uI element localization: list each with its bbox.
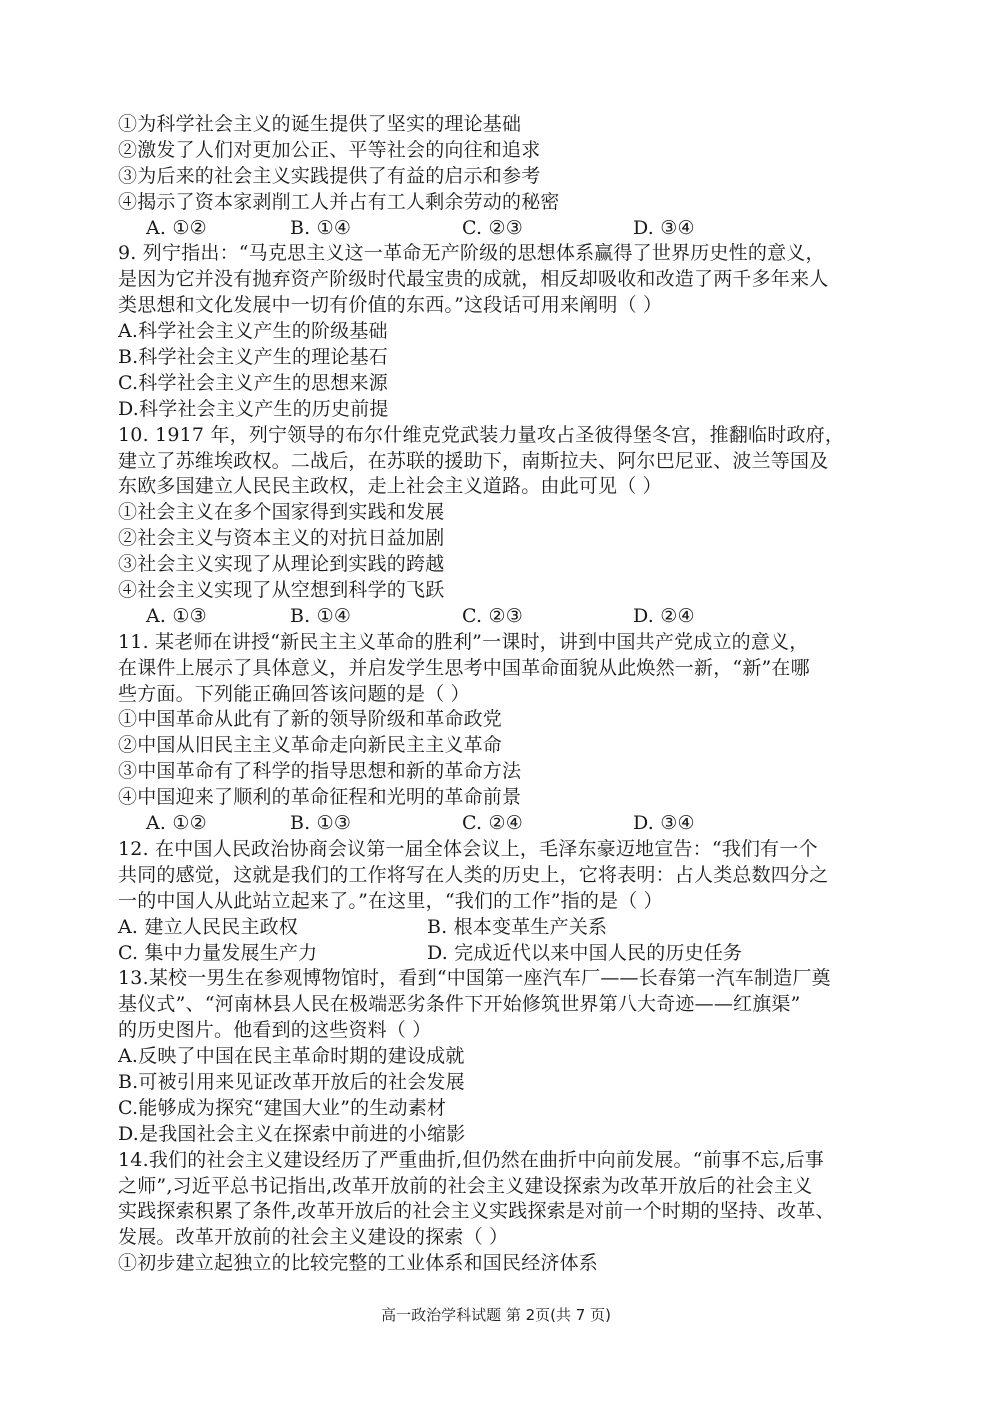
option-a: A.反映了中国在民主革命时期的建设成就 xyxy=(118,1045,465,1068)
option-b: B.科学社会主义产生的理论基石 xyxy=(118,346,389,369)
question-item: ①初步建立起独立的比较完整的工业体系和国民经济体系 xyxy=(118,1252,599,1275)
question-item: ②激发了人们对更加公正、平等社会的向往和追求 xyxy=(118,138,541,161)
question-stem: 共同的感觉，这就是我们的工作将写在人类的历史上，它将表明：占人类总数四分之 xyxy=(118,863,829,886)
question-stem: 14.我们的社会主义建设经历了严重曲折,但仍然在曲折中向前发展。“前事不忘,后事 xyxy=(118,1148,825,1171)
answer-options xyxy=(118,604,878,630)
question-item: ④社会主义实现了从空想到科学的飞跃 xyxy=(118,579,445,602)
question-stem: 实践探索积累了条件,改革开放后的社会主义实践探索是对前一个时期的坚持、改革、 xyxy=(118,1200,835,1223)
question-stem: 11. 某老师在讲授“新民主主义革命的胜利”一课时，讲到中国共产党成立的意义， xyxy=(118,630,809,653)
option-b: B.可被引用来见证改革开放后的社会发展 xyxy=(118,1070,465,1093)
question-stem: 些方面。下列能正确回答该问题的是（ ） xyxy=(118,682,470,705)
question-stem: 建立了苏维埃政权。二战后，在苏联的援助下，南斯拉夫、阿尔巴尼亚、波兰等国及 xyxy=(118,449,829,472)
answer-options xyxy=(118,811,878,837)
question-stem: 在课件上展示了具体意义，并启发学生思考中国革命面貌从此焕然一新，“新”在哪 xyxy=(118,656,810,679)
exam-page xyxy=(118,112,878,1277)
option-b: B. ①④ xyxy=(290,604,352,627)
option-a: A. ①② xyxy=(146,216,207,239)
question-stem: 9. 列宁指出：“马克思主义这一革命无产阶级的思想体系赢得了世界历史性的意义， xyxy=(118,242,825,265)
question-stem: 12. 在中国人民政治协商会议第一届全体会议上，毛泽东豪迈地宣告：“我们有一个 xyxy=(118,837,818,860)
question-item: ④揭示了资本家剥削工人并占有工人剩余劳动的秘密 xyxy=(118,190,560,213)
question-stem: 东欧多国建立人民民主政权，走上社会主义道路。由此可见（ ） xyxy=(118,475,662,498)
option-d: D.是我国社会主义在探索中前进的小缩影 xyxy=(118,1122,466,1145)
option-b: B. 根本变革生产关系 xyxy=(427,915,608,938)
answer-options xyxy=(118,915,878,941)
question-stem: 13.某校一男生在参观博物馆时，看到“中国第一座汽车厂——长春第一汽车制造厂奠 xyxy=(118,967,831,990)
question-stem: 发展。改革开放前的社会主义建设的探索（ ） xyxy=(118,1226,509,1249)
question-item: ③中国革命有了科学的指导思想和新的革命方法 xyxy=(118,760,522,783)
question-item: ③为后来的社会主义实践提供了有益的启示和参考 xyxy=(118,164,541,187)
option-d: D. ②④ xyxy=(633,604,695,627)
question-item: ②社会主义与资本主义的对抗日益加剧 xyxy=(118,527,445,550)
option-d: D.科学社会主义产生的历史前提 xyxy=(118,397,389,420)
option-a: A.科学社会主义产生的阶级基础 xyxy=(118,320,388,343)
question-stem: 是因为它并没有抛弃资产阶级时代最宝贵的成就，相反却吸收和改造了两千多年来人 xyxy=(118,268,829,291)
question-stem: 的历史图片。他看到的这些资料（ ） xyxy=(118,1019,432,1042)
answer-options xyxy=(118,941,878,967)
question-item: ④中国迎来了顺利的革命征程和光明的革命前景 xyxy=(118,786,522,809)
option-d: D. ③④ xyxy=(633,812,695,835)
option-a: A. ①③ xyxy=(146,604,207,627)
option-c: C.科学社会主义产生的思想来源 xyxy=(118,371,388,394)
option-c: C. ②③ xyxy=(462,216,524,239)
option-c: C. 集中力量发展生产力 xyxy=(118,941,318,964)
option-c: C. ②③ xyxy=(462,604,524,627)
option-a: A. 建立人民民主政权 xyxy=(118,915,299,938)
question-item: ③社会主义实现了从理论到实践的跨越 xyxy=(118,553,445,576)
question-item: ①中国革命从此有了新的领导阶级和革命政党 xyxy=(118,708,503,731)
question-item: ①为科学社会主义的诞生提供了坚实的理论基础 xyxy=(118,113,522,135)
option-d: D. ③④ xyxy=(633,216,695,239)
option-b: B. ①④ xyxy=(290,216,352,239)
page-footer: 高一政治学科试题 第 2页(共 7 页) xyxy=(381,1306,611,1324)
question-item: ①社会主义在多个国家得到实践和发展 xyxy=(118,501,445,524)
question-stem: 基仪式”、“河南林县人民在极端恶劣条件下开始修筑世界第八大奇迹——红旗渠” xyxy=(118,993,801,1016)
question-item: ②中国从旧民主主义革命走向新民主主义革命 xyxy=(118,734,503,757)
question-stem: 10. 1917 年，列宁领导的布尔什维克党武装力量攻占圣彼得堡冬宫，推翻临时政府， xyxy=(118,423,845,446)
option-a: A. ①② xyxy=(146,812,207,835)
option-c: C.能够成为探究“建国大业”的生动素材 xyxy=(118,1096,447,1119)
question-stem: 一的中国人从此站立起来了。”在这里，“我们的工作”指的是（ ） xyxy=(118,889,663,912)
option-d: D. 完成近代以来中国人民的历史任务 xyxy=(427,941,743,964)
option-c: C. ②④ xyxy=(462,812,524,835)
option-b: B. ①③ xyxy=(290,812,352,835)
question-stem: 之师”,习近平总书记指出,改革开放前的社会主义建设探索为改革开放后的社会主义 xyxy=(118,1174,813,1197)
question-stem: 类思想和文化发展中一切有价值的东西。”这段话可用来阐明（ ） xyxy=(118,294,663,317)
answer-options xyxy=(118,216,878,242)
